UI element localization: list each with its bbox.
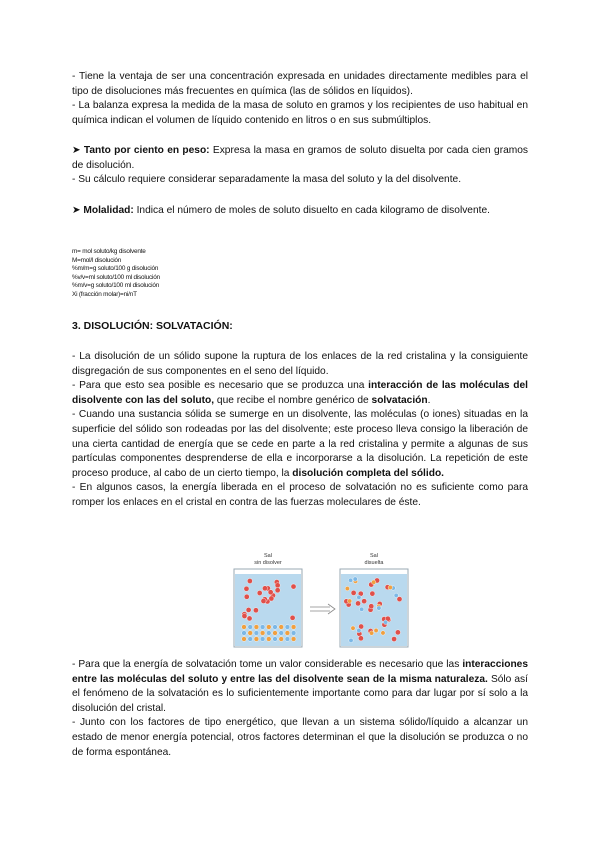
dissolved-ion [347,599,351,603]
bold-run: interacciones entre las moléculas del soluto y entre las del disolvente sean de la misma naturaleza. [72,659,528,685]
water-molecule [397,597,402,602]
crystal-ion [285,631,290,636]
dissolved-ion [369,631,373,635]
water-molecule [275,588,280,593]
dissolved-ion [374,628,378,632]
bold-run: disolución completa del sólido. [292,467,444,479]
crystal-ion [285,637,290,642]
left-label-1: Sal [264,553,272,559]
dissolved-ion [371,580,375,584]
formula-line: %m/v=g soluto/100 ml disolución [72,282,160,290]
water-molecule [362,599,367,604]
text-run: que recibe el nombre genérico de [214,394,372,406]
final-p2: - Junto con los factores de tipo energético, que llevan a un sistema sólido/líquido a alcanzar un estado de menor energía potencial, otros factores determinan el que la disolución se produzca o no de forma espontánea. [72,717,528,758]
right-label-2: disuelta [364,560,384,566]
crystal-ion [273,625,278,630]
formula-line: %v/v=ml soluto/100 ml disolución [72,273,160,281]
crystal-ion [254,631,259,636]
water-molecule [369,604,374,609]
water-molecule [269,596,274,601]
percent-weight-def [72,144,528,173]
solvation-figure [232,551,422,649]
text-run: - Para que esto sea posible es necesario que se produzca una [72,380,369,392]
water-molecule [247,578,252,583]
water-molecule [242,613,247,618]
crystal-ion [266,625,271,630]
formula-line: %m/m=g soluto/100 g disolución [72,265,159,273]
crystal-ion [291,631,296,636]
solvation-p4: - En algunos casos, la energía liberada en el proceso de solvatación no es suficiente como para romper los enlaces en el cristal en contra de las fuerzas moleculares de éste. [72,482,528,508]
solvation-p1: - La disolución de un sólido supone la ruptura de los enlaces de la red cristalina y la consiguiente disgregación de sus componentes en el seno del líquido. [72,351,528,377]
crystal-ion [291,637,296,642]
text-run: . [427,394,431,406]
crystal-ion [242,637,247,642]
bold-run: solvatación [371,394,428,406]
crystal-ion [285,625,290,630]
dissolved-ion [388,585,392,589]
water-molecule [275,583,280,588]
left-label-2: sin disolver [254,560,282,566]
arrow-icon [310,604,335,614]
molality-text: Indica el número de moles de soluto disuelto en cada kilogramo de disolvente. [133,205,490,216]
beakers-illustration [232,551,422,649]
water-molecule [262,586,267,591]
water-molecule [358,636,363,641]
crystal-ion [254,625,259,630]
dissolved-ion [345,586,349,590]
crystal-ion [266,631,271,636]
right-label-1: Sal [370,553,378,559]
percent-weight-text: Expresa la masa en gramos de soluto disuelta por cada cien gramos de disolución. [72,145,528,171]
text-run: - Para que la energía de solvatación tome un valor considerable es necesario que las [72,659,463,670]
water-molecule [244,594,249,599]
water-molecule [246,607,251,612]
water-molecule [351,590,356,595]
text-run: - Cuando una sustancia sólida se sumerge en un disolvente, las moléculas (o iones) situadas en la superficie del sólido son rodeadas por las del disolvente; este proceso lleva consigo la liberación de una cierta cantidad de energía que se cede en parte a la red cristalina y permite a algunas de sus partículas componentes desprenderse de ella e incorporarse a la disolución. La repetición de este proceso produce, al cabo de un cierto tiempo, la [72,409,528,479]
crystal-ion [260,625,265,630]
formula-list [72,248,272,300]
formula-line: m= mol soluto/kg disolvente [72,248,146,255]
solvation-p2 [72,379,528,408]
formula-line: Xi (fracción molar)=ni/nT [72,290,137,298]
dissolved-ion [348,578,352,582]
water-molecule [355,601,360,606]
dissolved-ion [381,631,385,635]
molality-term: Molalidad: [83,205,134,216]
water-molecule [391,636,396,641]
water-molecule [370,591,375,596]
dissolved-ion [349,638,353,642]
text-run: Sólo así el fenómeno de la solvatación es lo suficientemente importante como para dar lugar por sí solo a la disolución del cristal. [72,673,528,714]
crystal-ion [242,631,247,636]
water-molecule [261,598,266,603]
crystal-ion [260,631,265,636]
dissolved-ion [377,606,381,610]
formula-line: M=mol/l disolución [72,256,122,264]
dissolved-ion [357,628,361,632]
crystal-ion [266,637,271,642]
dissolved-ion [394,593,398,597]
crystal-ion [242,625,247,630]
dissolved-ion [359,607,363,611]
intro-paragraphs [72,70,528,128]
crystal-ion [279,625,284,630]
crystal-ion [273,631,278,636]
water-molecule [247,616,252,621]
water-molecule [291,584,296,589]
water-molecule [395,630,400,635]
final-p1 [72,658,528,716]
molality-section [72,204,528,219]
molality-def [72,204,528,219]
dissolved-ion [357,595,361,599]
crystal-ion [279,631,284,636]
dissolved-ion [351,626,355,630]
percent-weight-term: Tanto por ciento en peso: [83,145,210,156]
percent-weight-section [72,144,528,188]
crystal-ion [254,637,259,642]
water-molecule [257,590,262,595]
crystal-ion [248,625,253,630]
dissolved-ion [383,620,387,624]
water-molecule [244,586,249,591]
bullet-arrow: ➤ [72,205,84,216]
crystal-ion [260,637,265,642]
dissolved-ion [353,577,357,581]
water-molecule [253,608,258,613]
percent-weight-note: - Su cálculo requiere considerar separadamente la masa del soluto y la del disolvente. [72,174,462,186]
crystal-ion [248,637,253,642]
bold-run: interacción de las moléculas del disolvente con las del soluto, [72,380,528,406]
water-molecule [268,590,273,595]
crystal-ion [291,625,296,630]
bullet-arrow: ➤ [72,145,84,156]
balance-line: - La balanza expresa la medida de la masa de soluto en gramos y los recipientes de uso habitual en química indican el volumen de líquido contenido en litros o en sus submúltiplos. [72,100,528,126]
advantage-line: - Tiene la ventaja de ser una concentración expresada en unidades directamente medibles para el tipo de disoluciones más frecuentes en química (las de sólidos en líquidos). [72,71,528,97]
water-molecule [290,615,295,620]
crystal-ion [273,637,278,642]
section-heading: 3. DISOLUCIÓN: SOLVATACIÓN: [72,320,233,332]
solvation-paragraphs [72,350,528,511]
crystal-ion [248,631,253,636]
final-paragraphs [72,658,528,760]
solvation-p3 [72,408,528,481]
crystal-ion [279,637,284,642]
